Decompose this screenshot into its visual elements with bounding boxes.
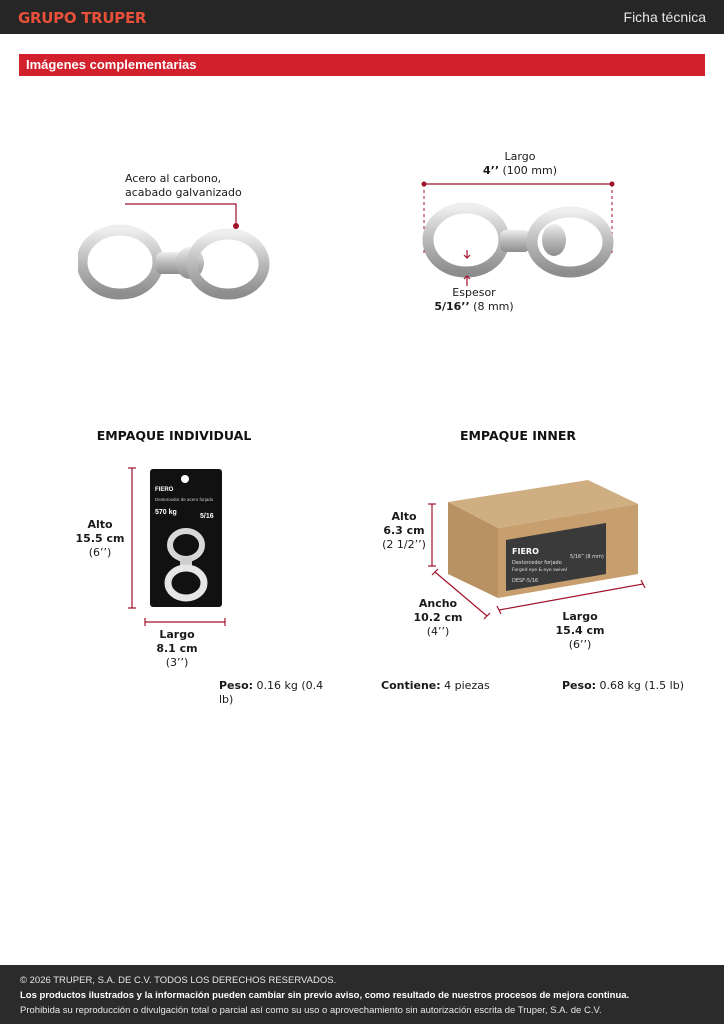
- individual-length-label: Largo 8.1 cm (3’’): [156, 628, 198, 669]
- material-label: Acero al carbono, acabado galvanizado: [125, 172, 242, 199]
- footer: [0, 965, 724, 1024]
- section-header: [19, 54, 705, 76]
- package-size: 5/16: [200, 513, 214, 520]
- inner-package-title: EMPAQUE INNER: [459, 428, 577, 443]
- section-title: Imágenes complementarias: [26, 57, 197, 72]
- inner-length-dimension-line: [496, 580, 646, 614]
- inner-height-label: Alto 6.3 cm (2 1/2’’): [382, 510, 426, 551]
- hang-hole: [181, 475, 189, 483]
- material-callout-line: [120, 200, 240, 230]
- blister-package: [150, 469, 222, 607]
- box-brand: FIERO: [512, 547, 539, 556]
- individual-weight: Peso: 0.16 kg (0.4 lb): [219, 679, 324, 706]
- package-brand: FIERO: [155, 487, 174, 493]
- footer-copyright: © 2026 TRUPER, S.A. DE C.V. TODOS LOS DERECHOS RESERVADOS.: [20, 975, 337, 986]
- swivel-image-right: [420, 200, 620, 290]
- thickness-dimension-label: Espesor 5/16’’ (8 mm): [434, 286, 514, 313]
- swivel-image-left: [78, 222, 278, 312]
- length-dimension-label: Largo 4’’ (100 mm): [482, 150, 558, 177]
- header-bar: [0, 0, 724, 34]
- brand-logo: GRUPO TRUPER: [18, 9, 147, 27]
- inner-length-label: Largo 15.4 cm (6’’): [555, 610, 605, 651]
- inner-width-label: Ancho 10.2 cm (4’’): [413, 597, 463, 638]
- width-dimension-line: [143, 617, 227, 627]
- inner-contents: Contiene: 4 piezas: [381, 679, 490, 692]
- individual-package-title: EMPAQUE INDIVIDUAL: [96, 428, 252, 443]
- box-description: Destorcedor forjado: [512, 560, 562, 566]
- box-description-en: Forged eye & eye swivel: [512, 568, 568, 573]
- inner-weight: Peso: 0.68 kg (1.5 lb): [562, 679, 684, 692]
- footer-notice: Los productos ilustrados y la información pueden cambiar sin previo aviso, como resultado de nuestros procesos de mejora continua.: [20, 990, 630, 1001]
- package-description: Destorcedor de acero forjado: [155, 497, 214, 502]
- document-type: Ficha técnica: [623, 9, 706, 25]
- box-size: 5/16” (8 mm): [570, 554, 604, 560]
- individual-height-label: Alto 15.5 cm (6’’): [75, 518, 125, 559]
- packaged-swivel-image: [158, 523, 214, 603]
- thickness-marker: [461, 248, 473, 288]
- box-code: DESF-5/16: [512, 578, 539, 584]
- footer-prohibition: Prohibida su reproducción o divulgación total o parcial así como su uso o aprovechamiento sin autorización escrita de Truper, S.A. de C.V.: [20, 1005, 602, 1016]
- package-capacity: 570 kg: [155, 509, 177, 516]
